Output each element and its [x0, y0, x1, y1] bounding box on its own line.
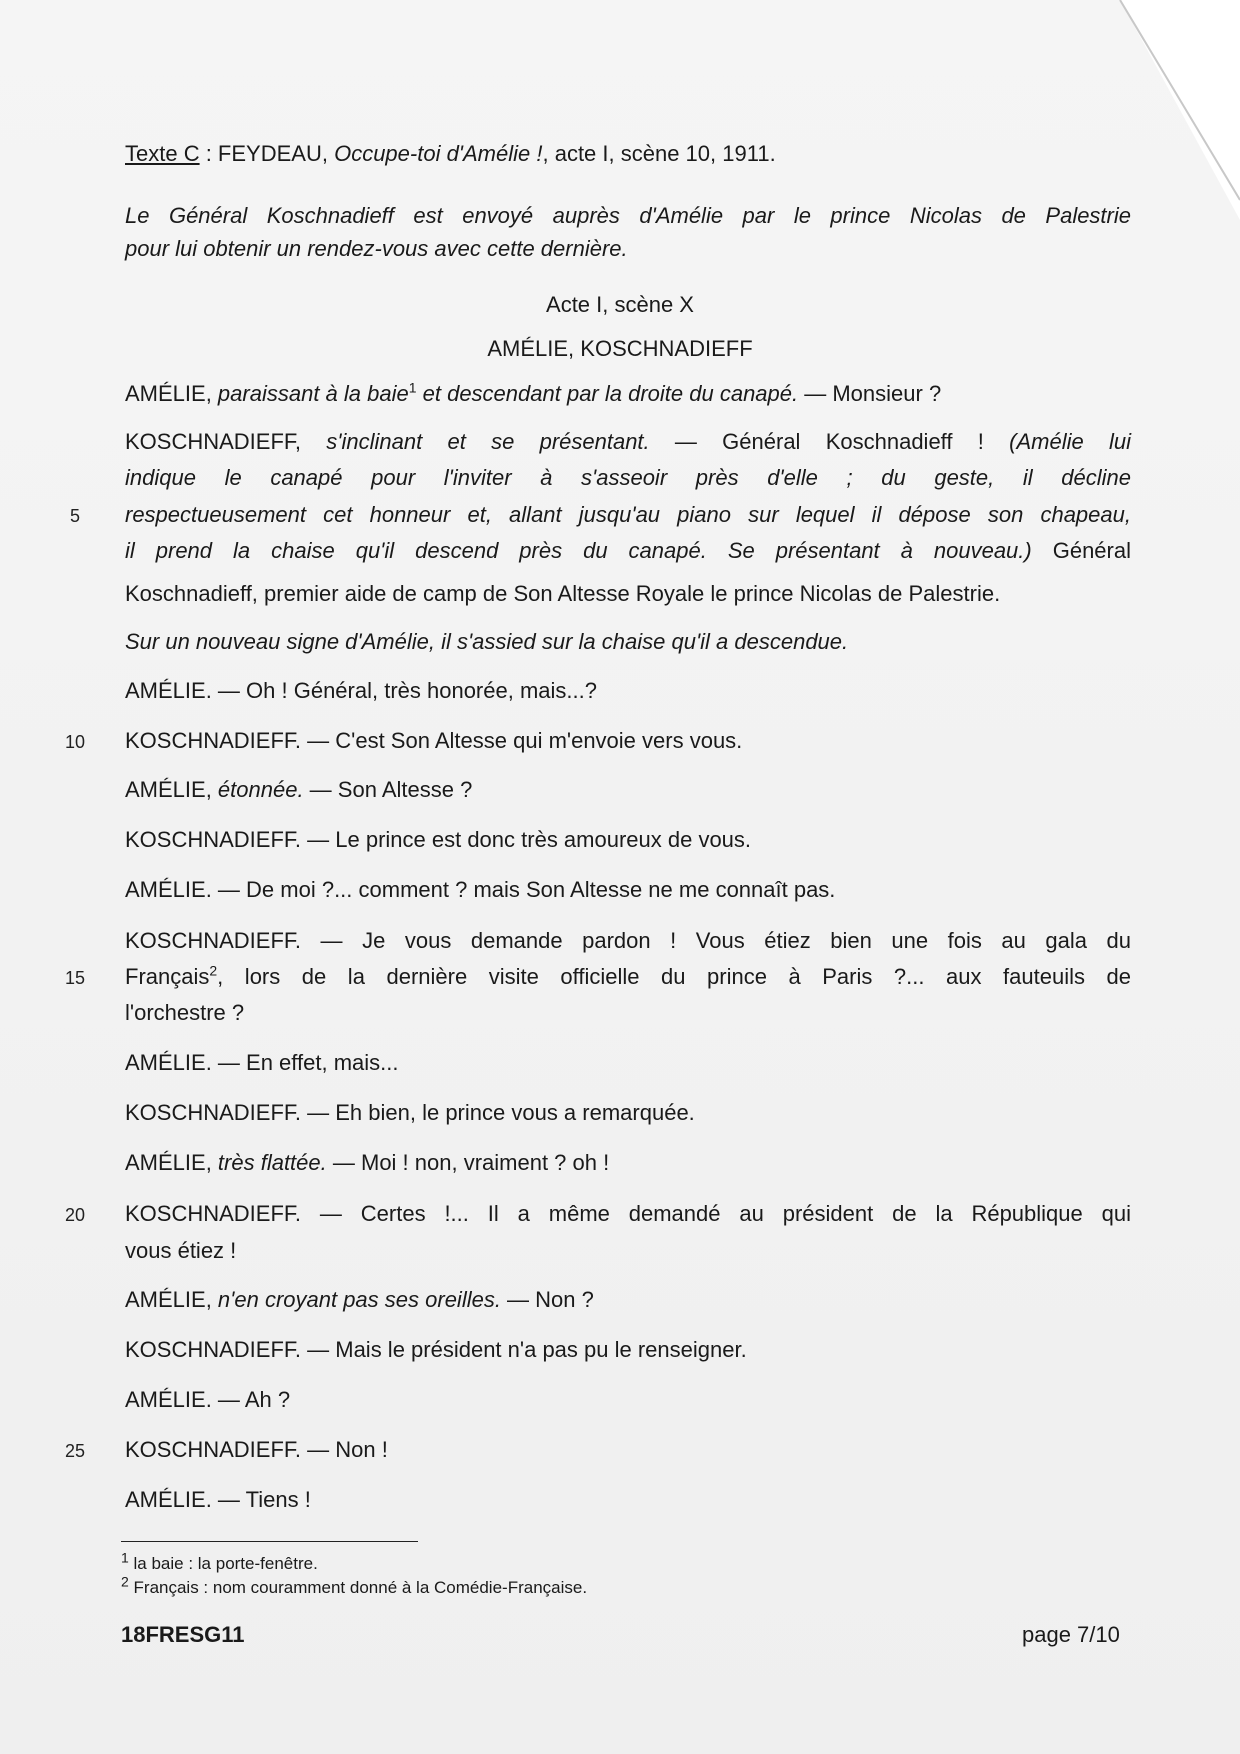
scene-characters: AMÉLIE, KOSCHNADIEFF: [487, 336, 753, 361]
intro-line-2: pour lui obtenir un rendez-vous avec cette dernière.: [125, 236, 628, 261]
text-label: Texte C: [125, 141, 200, 166]
footnote-1: $^1$ la baie : la porte-fenêtre.: [121, 1549, 318, 1573]
page-number: page 7/10: [1022, 1622, 1120, 1647]
line-number: 25: [64, 1441, 86, 1461]
dialogue-line: AMÉLIE. — De moi ?... comment ? mais Son Altesse ne me connaît pas.: [125, 877, 836, 902]
dialogue-line: l'orchestre ?: [125, 1000, 245, 1025]
footnote-ref-1: 1: [408, 379, 417, 396]
paper-edge-shadow: [1100, 0, 1240, 220]
footnote-ref-2: 2: [209, 962, 218, 979]
dialogue-line: KOSCHNADIEFF. — Je vous demande pardon ! Vous étiez bien une fois au gala du: [125, 928, 1131, 953]
dialogue-line: KOSCHNADIEFF. — C'est Son Altesse qui m'envoie vers vous.: [125, 728, 743, 753]
dialogue-line: AMÉLIE, paraissant à la baie$^1$ et descendant par la droite du canapé. — Monsieur ?: [125, 379, 942, 406]
dialogue-line: indique le canapé pour l'inviter à s'asseoir près d'elle ; du geste, il décline: [125, 465, 1131, 490]
dialogue-line: KOSCHNADIEFF, s'inclinant et se présentant. — Général Koschnadieff ! (Amélie lui: [125, 429, 1131, 454]
dialogue-line: vous étiez !: [125, 1238, 237, 1263]
intro-line-1: Le Général Koschnadieff est envoyé auprès d'Amélie par le prince Nicolas de Palestrie: [125, 203, 1131, 228]
dialogue-line: Koschnadieff, premier aide de camp de Son Altesse Royale le prince Nicolas de Palestrie.: [125, 581, 1001, 606]
text-source-line: Texte C : FEYDEAU, Occupe-toi d'Amélie !, acte I, scène 10, 1911.: [125, 141, 776, 166]
dialogue-line: KOSCHNADIEFF. — Mais le président n'a pas pu le renseigner.: [125, 1337, 747, 1362]
stage-direction: Sur un nouveau signe d'Amélie, il s'assied sur la chaise qu'il a descendue.: [125, 629, 849, 654]
dialogue-line: KOSCHNADIEFF. — Certes !... Il a même demandé au président de la République qui: [125, 1201, 1131, 1226]
document-code: 18FRESG11: [121, 1622, 245, 1647]
dialogue-line: AMÉLIE, n'en croyant pas ses oreilles. — Non ?: [125, 1287, 594, 1312]
dialogue-line: il prend la chaise qu'il descend près du canapé. Se présentant à nouveau.) Général: [125, 538, 1131, 563]
footnote-2: $^2$ Français : nom couramment donné à la Comédie-Française.: [121, 1573, 588, 1597]
dialogue-line: AMÉLIE, très flattée. — Moi ! non, vraiment ? oh !: [125, 1150, 610, 1175]
work-title: Occupe-toi d'Amélie !: [334, 141, 543, 166]
footnote-divider: [121, 1541, 418, 1542]
dialogue-line: AMÉLIE, étonnée. — Son Altesse ?: [125, 777, 473, 802]
line-number: 20: [64, 1205, 86, 1225]
line-number: 15: [64, 968, 86, 988]
dialogue-line: AMÉLIE. — Ah ?: [125, 1387, 291, 1412]
scene-act: Acte I, scène X: [546, 292, 694, 317]
dialogue-line: KOSCHNADIEFF. — Le prince est donc très amoureux de vous.: [125, 827, 752, 852]
dialogue-line: KOSCHNADIEFF. — Eh bien, le prince vous a remarquée.: [125, 1100, 695, 1125]
dialogue-line: AMÉLIE. — En effet, mais...: [125, 1050, 399, 1075]
dialogue-line: KOSCHNADIEFF. — Non !: [125, 1437, 388, 1462]
dialogue-line: respectueusement cet honneur et, allant jusqu'au piano sur lequel il dépose son chapeau,: [125, 502, 1131, 527]
dialogue-line: AMÉLIE. — Oh ! Général, très honorée, mais...?: [125, 678, 597, 703]
dialogue-line: Français$^2$, lors de la dernière visite officielle du prince à Paris ?... aux fauteuils de: [125, 962, 1131, 989]
line-number: 10: [64, 732, 86, 752]
line-number: 5: [69, 506, 80, 526]
dialogue-line: AMÉLIE. — Tiens !: [125, 1487, 311, 1512]
